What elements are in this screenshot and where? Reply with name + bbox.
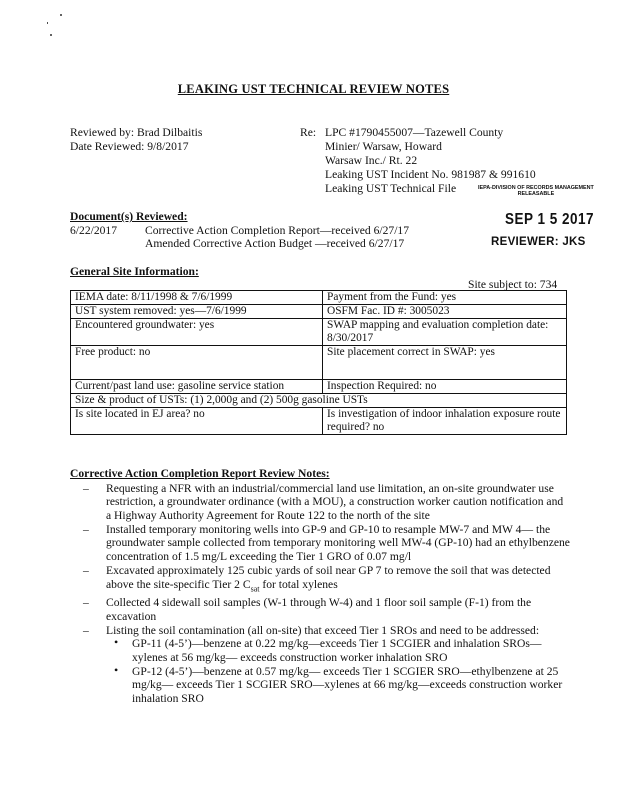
list-item-text: Excavated approximately 125 cubic yards of soil near GP 7 to remove the soil that was detected above the site-specific Tier 2 C xyxy=(106,564,551,591)
review-notes xyxy=(70,467,570,706)
sub-list-item-text: GP-11 (4-5’)—benzene at 0.22 mg/kg—exceeds Tier 1 SCGIER and inhalation SROs—xylenes at 56 mg/kg— exceeds construction worker inhalation SRO xyxy=(132,637,542,665)
stamp-reviewer: REVIEWER: JKS xyxy=(491,236,586,248)
scan-speck xyxy=(47,22,48,24)
table-cell: UST system removed: yes—7/6/1999 xyxy=(71,305,323,319)
site-info-table xyxy=(70,290,567,435)
list-item-text: Requesting a NFR with an industrial/commercial land use limitation, an on-site groundwater use restriction, a groundwater ordinance (with a MOU), a construction worker caution notification and a Highway Authority Agreement for Route 122 to the north of the site xyxy=(106,481,564,522)
table-cell: Inspection Required: no xyxy=(323,380,567,394)
reviewed-by: Reviewed by: Brad Dilbaitis xyxy=(70,126,203,139)
table-row xyxy=(71,394,567,408)
table-row xyxy=(71,346,567,380)
list-item-text: Collected 4 sidewall soil samples (W-1 through W-4) and 1 floor soil sample (F-1) from the excavation xyxy=(106,596,532,623)
re-line: Leaking UST Technical File xyxy=(325,182,457,195)
table-cell: OSFM Fac. ID #: 3005023 xyxy=(323,305,567,319)
list-item-text-tail: for total xylenes xyxy=(259,577,338,591)
table-cell: SWAP mapping and evaluation completion date: 8/30/2017 xyxy=(323,319,567,346)
documents-heading xyxy=(70,210,188,224)
table-row xyxy=(71,408,567,435)
re-line: Leaking UST Incident No. 981987 & 991610 xyxy=(325,168,536,181)
subscript-sat: sat xyxy=(250,584,260,594)
re-line: Warsaw Inc./ Rt. 22 xyxy=(325,154,418,167)
table-cell: Is site located in EJ area? no xyxy=(71,408,323,435)
sub-list-item-text: GP-12 (4-5’)—benzene at 0.57 mg/kg— exceeds Tier 1 SCGIER SRO—ethylbenzene at 25 mg/kg— exceeds Tier 1 SCGIER SRO—xylenes at 66 mg/kg—exceeds construction worker inhalation SRO xyxy=(132,664,563,705)
list-item: – Listing the soil contamination (all on-site) that exceed Tier 1 SROs and need to be addressed: • GP-11 (4-5’)—benzene at 0.22 mg/kg—exceeds Tier 1 SCGIER and inhalation SROs—xylenes at 56 mg/kg— exceeds construction worker inhalation SRO • GP-12 (4-5’)—benzene at 0.57 mg/kg— exceeds Tier 1 SCGIER SRO—ethylbenzene at 25 mg/kg— exceeds Tier 1 SCGIER SRO—xylenes at 66 mg/kg—exceeds construction worker inhalation SRO xyxy=(70,624,570,706)
stamp-agency xyxy=(478,185,594,197)
table-row xyxy=(71,305,567,319)
documents-heading-text: Document(s) Reviewed: xyxy=(70,210,188,223)
re-line: Minier/ Warsaw, Howard xyxy=(325,140,442,153)
table-row xyxy=(71,319,567,346)
re-line: LPC #1790455007—Tazewell County xyxy=(325,126,504,139)
table-cell: Free product: no xyxy=(71,346,323,380)
date-reviewed: Date Reviewed: 9/8/2017 xyxy=(70,140,189,153)
site-subject-to: Site subject to: 734 xyxy=(468,278,558,291)
list-item: – Requesting a NFR with an industrial/commercial land use limitation, an on-site groundwater use restriction, a groundwater ordinance (with a MOU), a construction worker caution notification and a Highway Authority Agreement for Route 122 to the north of the site xyxy=(83,481,564,522)
table-cell: Current/past land use: gasoline service station xyxy=(71,380,323,394)
table-cell: Size & product of USTs: (1) 2,000g and (2) 500g gasoline USTs xyxy=(71,394,567,408)
table-row xyxy=(71,380,567,394)
sub-list-item: • GP-12 (4-5’)—benzene at 0.57 mg/kg— exceeds Tier 1 SCGIER SRO—ethylbenzene at 25 mg/kg— exceeds Tier 1 SCGIER SRO—xylenes at 66 mg/kg—exceeds construction worker inhalation SRO xyxy=(114,662,563,705)
sub-list xyxy=(106,637,570,705)
list-item: – Collected 4 sidewall soil samples (W-1 through W-4) and 1 floor soil sample (F-1) from the excavation xyxy=(83,596,532,623)
document-date: 6/22/2017 xyxy=(70,224,118,237)
review-notes-list xyxy=(70,482,570,706)
scan-speck xyxy=(60,14,62,16)
document-item: Amended Corrective Action Budget —received 6/27/17 xyxy=(145,237,405,250)
list-item-text: Listing the soil contamination (all on-site) that exceed Tier 1 SROs and need to be addressed: xyxy=(106,623,540,637)
site-info-heading: General Site Information: xyxy=(70,265,199,278)
re-label: Re: xyxy=(300,126,317,139)
sub-list-item: • GP-11 (4-5’)—benzene at 0.22 mg/kg—exceeds Tier 1 SCGIER and inhalation SROs—xylenes at 56 mg/kg— exceeds construction worker inhalation SRO xyxy=(114,635,542,665)
scan-speck xyxy=(50,34,52,36)
stamp-date: SEP 1 5 2017 xyxy=(505,209,595,228)
list-item: – Excavated approximately 125 cubic yards of soil near GP 7 to remove the soil that was detected above the site-specific Tier 2 $C_{sat}$ for total xylenes xyxy=(83,564,551,594)
table-cell: Payment from the Fund: yes xyxy=(323,291,567,305)
stamp-agency-line: IEPA-DIVISION OF RECORDS MANAGEMENT xyxy=(478,185,594,191)
review-notes-heading: Corrective Action Completion Report Review Notes: xyxy=(70,467,330,480)
table-cell: Encountered groundwater: yes xyxy=(71,319,323,346)
table-cell: Is investigation of indoor inhalation exposure route required? no xyxy=(323,408,567,435)
list-item: – Installed temporary monitoring wells into GP-9 and GP-10 to resample MW-7 and MW 4— the groundwater sample collected from temporary monitoring well MW-4 (GP-10) had an ethylbenzene concentration of 1.5 mg/L exceeding the Tier 1 GRO of 0.07 mg/l xyxy=(83,522,570,564)
document-item: Corrective Action Completion Report—received 6/27/17 xyxy=(145,224,410,237)
stamp-agency-line: RELEASABLE xyxy=(517,191,555,197)
table-row xyxy=(71,291,567,305)
table-cell: IEMA date: 8/11/1998 & 7/6/1999 xyxy=(71,291,323,305)
list-item-text: Installed temporary monitoring wells into GP-9 and GP-10 to resample MW-7 and MW 4— the groundwater sample collected from temporary monitoring well MW-4 (GP-10) had an ethylbenzene concentration of 1.5 mg/L exceeding the Tier 1 GRO of 0.07 mg/l xyxy=(106,522,570,564)
document-title: LEAKING UST TECHNICAL REVIEW NOTES xyxy=(177,82,450,96)
table-cell: Site placement correct in SWAP: yes xyxy=(323,346,567,380)
